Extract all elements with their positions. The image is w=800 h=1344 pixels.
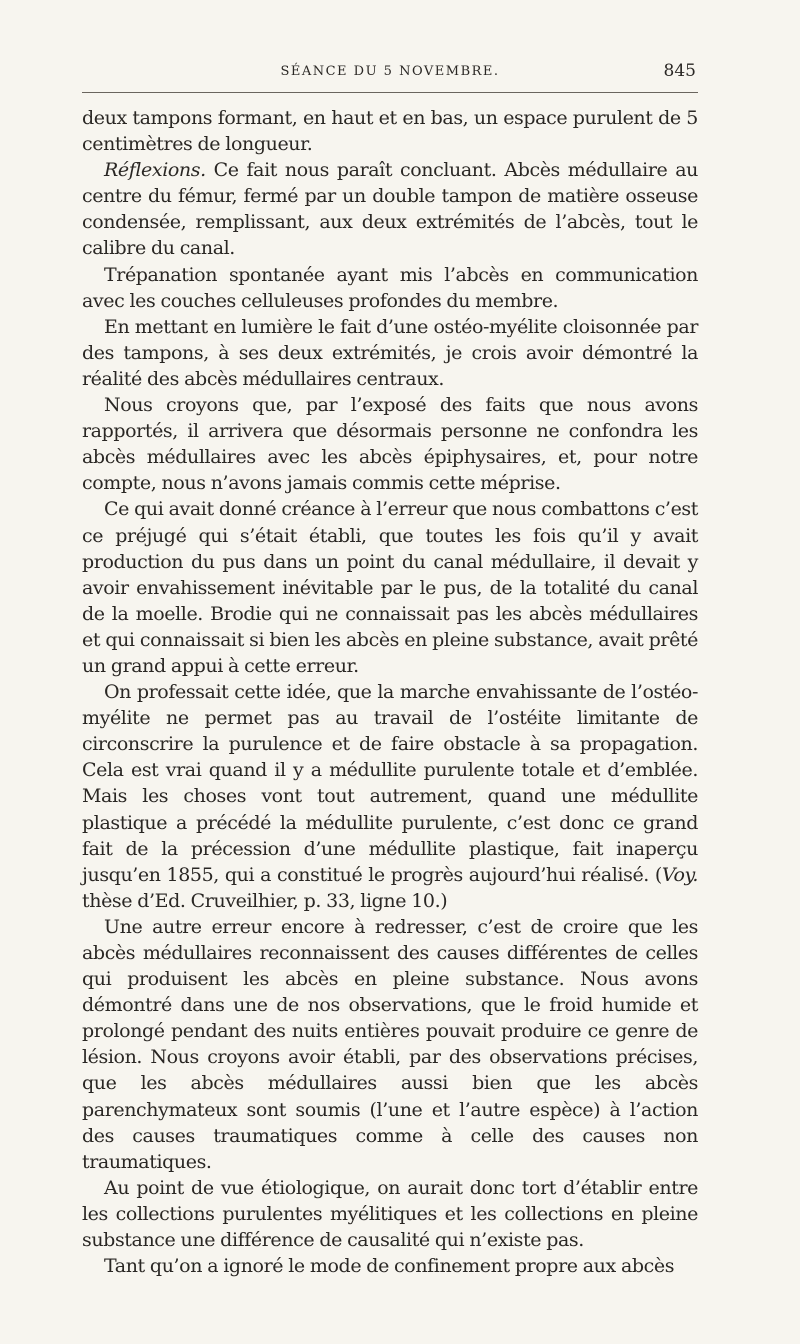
text-body: [82, 105, 698, 1279]
paragraph-9: Au point de vue étiologique, on aurait donc tort d’établir entre les collections purulentes myélitiques et les collections en pleine substance une différence de causalité qui n’existe pas.: [82, 1176, 698, 1252]
reflexions-label: Réflexions.: [104, 159, 206, 182]
paragraph-7-text: On professait cette idée, que la marche envahissante de l’ostéo-myélite ne permet pas au travail de l’ostéite limitante de circonscrire la purulence et de faire obstacle à sa propagation. Cela est vrai quand il y a médullite purulente totale et d’emblée. Mais les choses vont tout autrement, quand une médullite plastique a précédé la médullite purulente, c’est donc ce grand fait de la précession d’une médullite plastique, fait inaperçu jusqu’en 1855, qui a constitué le progrès aujourd’hui réalisé.: [82, 681, 698, 886]
voy-open: (: [654, 863, 662, 886]
paragraph-10: Tant qu’on a ignoré le mode de confinement propre aux abcès: [104, 1255, 675, 1278]
paragraph-6: Ce qui avait donné créance à l’erreur que nous combattons c’est ce préjugé qui s’était établi, que toutes les fois qu’il y avait production du pus dans un point du canal médullaire, il devait y avoir envahissement inévitable par le pus, de la totalité du canal de la moelle. Brodie qui ne connaissait pas les abcès médullaires et qui connaissait si bien les abcès en pleine substance, avait prêté un grand appui à cette erreur.: [82, 498, 698, 677]
voy-reference: thèse d’Ed. Cruveilhier, p. 33, ligne 10.): [82, 889, 448, 912]
running-title: SÉANCE DU 5 NOVEMBRE.: [280, 64, 500, 79]
paragraph-7: [82, 679, 698, 914]
running-header: [82, 58, 698, 93]
page: [82, 58, 698, 1279]
paragraph-4: En mettant en lumière le fait d’une ostéo-myélite cloisonnée par des tampons, à ses deux extrémités, je crois avoir démontré la réalité des abcès médullaires centraux.: [82, 315, 698, 390]
paragraph-1: deux tampons formant, en haut et en bas, un espace purulent de 5 centimètres de longueur.: [82, 107, 698, 156]
voy-label: Voy.: [661, 863, 698, 886]
paragraph-3: Trépanation spontanée ayant mis l’abcès en communication avec les couches celluleuses profondes du membre.: [82, 263, 698, 312]
paragraph-2-text: Ce fait nous paraît concluant. Abcès médullaire au centre du fémur, fermé par un double tampon de matière osseuse condensée, remplissant, aux deux extrémités de l’abcès, tout le calibre du canal.: [82, 159, 699, 260]
paragraph-2: [82, 157, 698, 261]
page-number: 845: [663, 61, 696, 81]
paragraph-8: Une autre erreur encore à redresser, c’est de croire que les abcès médullaires reconnaissent des causes différentes de celles qui produisent les abcès en pleine substance. Nous avons démontré dans une de nos observations, que le froid humide et prolongé pendant des nuits entières pouvait produire ce genre de lésion. Nous croyons avoir établi, par des observations précises, que les abcès médullaires aussi bien que les abcès parenchymateux sont soumis (l’une et l’autre espèce) à l’action des causes traumatiques comme à celle des causes non traumatiques.: [82, 915, 698, 1173]
paragraph-5: Nous croyons que, par l’exposé des faits que nous avons rapportés, il arrivera que désormais personne ne confondra les abcès médullaires avec les abcès épiphysaires, et, pour notre compte, nous n’avons jamais commis cette méprise.: [82, 394, 698, 495]
